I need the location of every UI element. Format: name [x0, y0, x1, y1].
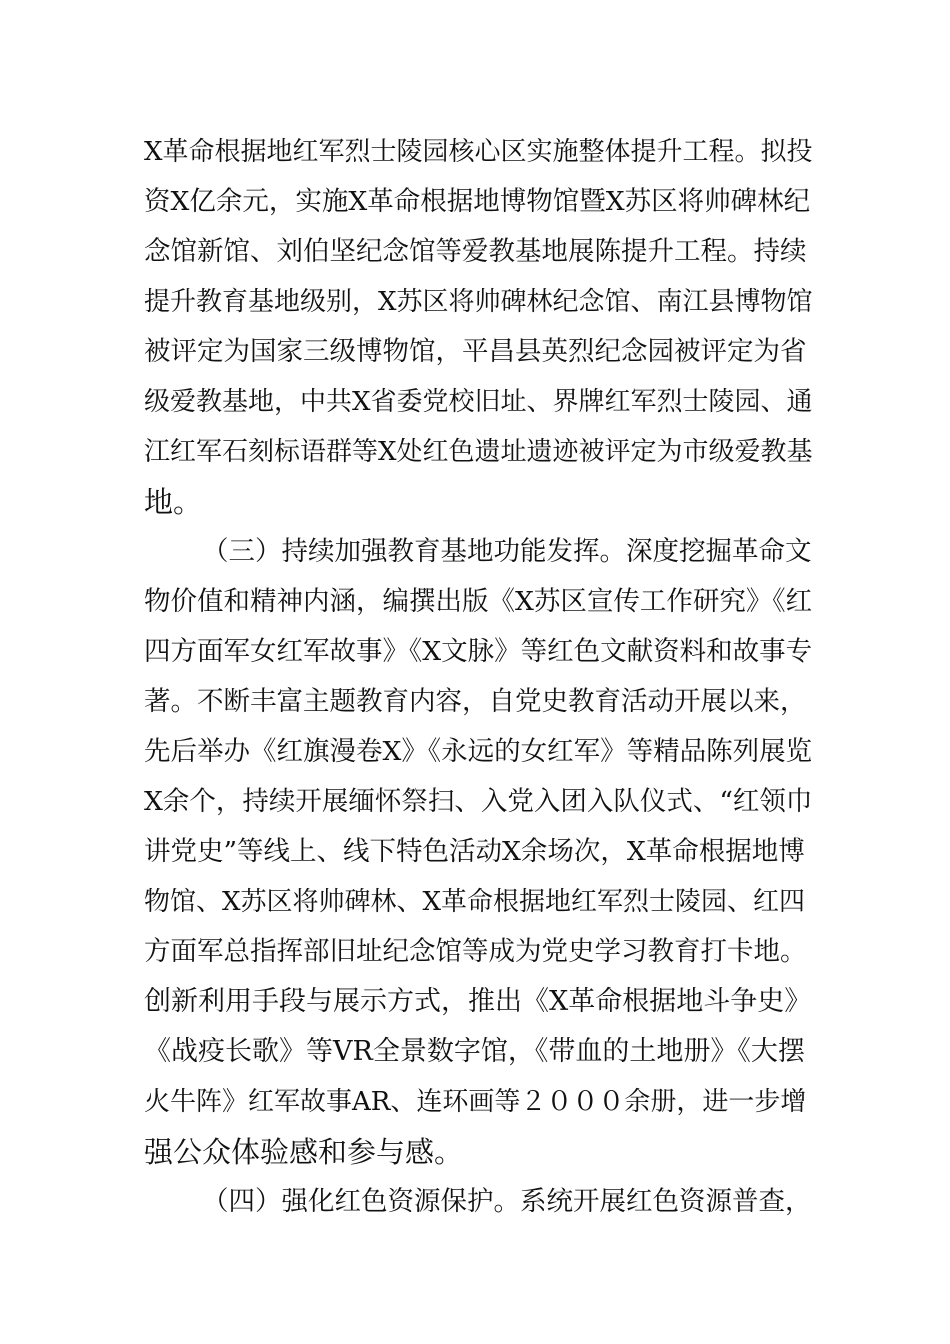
- text-line: X革命根据地红军烈士陵园核心区实施整体提升工程。拟投: [144, 137, 813, 167]
- text-line: 地。: [144, 485, 203, 519]
- text-line: 《战疫长歌》等VR全景数字馆，《带血的土地册》《大摆: [144, 1036, 805, 1067]
- text-line: 提升教育基地级别，X苏区将帅碑林纪念馆、南江县博物馆: [144, 287, 813, 317]
- text-line: 四方面军女红军故事》《X文脉》等红色文献资料和故事专: [144, 636, 813, 667]
- text-line: 资X亿余元，实施X革命根据地博物馆暨X苏区将帅碑林纪: [144, 186, 811, 217]
- section-heading-four: （四）强化红色资源保护。系统开展红色资源普查，: [202, 1186, 812, 1217]
- text-line: X余个，持续开展缅怀祭扫、入党入团入队仪式、“红领巾: [144, 786, 813, 817]
- text-line: 念馆新馆、刘伯坚纪念馆等爱教基地展陈提升工程。持续: [144, 236, 807, 267]
- text-line: 创新利用手段与展示方式，推出《X革命根据地斗争史》: [144, 986, 812, 1017]
- text-line: 先后举办《红旗漫卷X》《永远的女红军》等精品陈列展览: [144, 736, 813, 767]
- text-line: 火牛阵》红军故事AR、连环画等２０００余册，进一步增: [144, 1087, 807, 1117]
- section-heading-three: （三）持续加强教育基地功能发挥。深度挖掘革命文: [202, 536, 812, 567]
- text-line: 江红军石刻标语群等X处红色遗址遗迹被评定为市级爱教基: [144, 437, 813, 467]
- text-line: 讲党史”等线上、线下特色活动X余场次，X革命根据地博: [144, 836, 805, 867]
- text-line: 强公众体验感和参与感。: [144, 1135, 464, 1169]
- text-line: 物馆、X苏区将帅碑林、X革命根据地红军烈士陵园、红四: [144, 887, 806, 917]
- text-line: 级爱教基地，中共X省委党校旧址、界牌红军烈士陵园、通: [144, 387, 813, 417]
- text-line: 方面军总指挥部旧址纪念馆等成为党史学习教育打卡地。: [144, 936, 807, 967]
- text-line: 被评定为国家三级博物馆，平昌县英烈纪念园被评定为省: [144, 336, 807, 367]
- text-line: 物价值和精神内涵，编撰出版《X苏区宣传工作研究》《红: [144, 586, 813, 617]
- text-line: 著。不断丰富主题教育内容，自党史教育活动开展以来，: [144, 686, 807, 717]
